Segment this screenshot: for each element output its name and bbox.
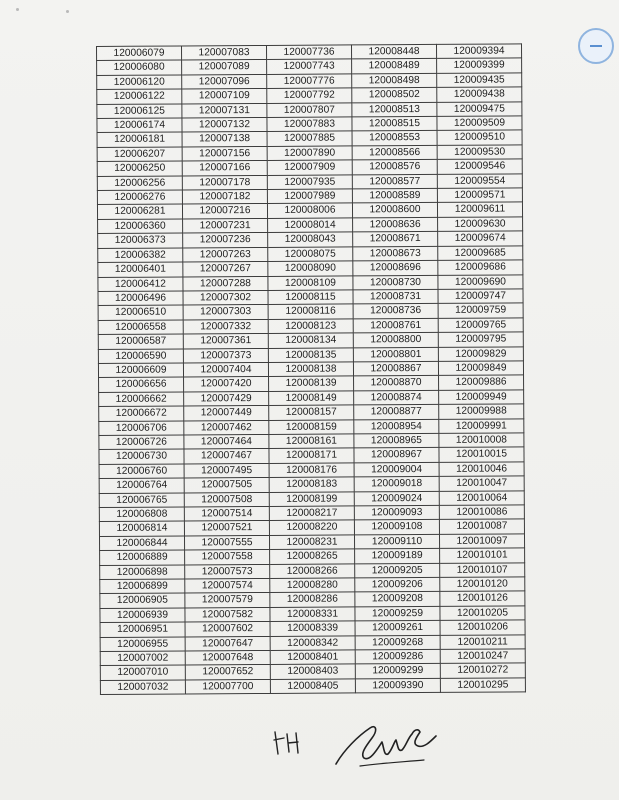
- id-cell: 120007885: [267, 131, 352, 146]
- id-cell: 120008339: [270, 621, 355, 636]
- id-cell: 120007010: [100, 665, 185, 680]
- id-cell: 120009259: [355, 606, 440, 621]
- id-cell: 120008220: [269, 520, 354, 535]
- id-cell: 120009546: [437, 159, 522, 174]
- id-cell: 120010107: [440, 563, 525, 578]
- id-cell: 120006412: [98, 276, 183, 291]
- id-cell: 120009886: [439, 375, 524, 390]
- id-cell: 120008448: [351, 44, 436, 59]
- id-cell: 120006706: [99, 421, 184, 436]
- id-cell: 120007579: [185, 593, 270, 608]
- id-cell: 120006764: [99, 478, 184, 493]
- id-cell: 120009206: [355, 577, 440, 592]
- id-cell: 120008673: [353, 246, 438, 261]
- id-cell: 120006558: [98, 320, 183, 335]
- id-cell: 120006951: [100, 622, 185, 637]
- id-cell: 120006955: [100, 637, 185, 652]
- id-cell: 120007602: [185, 622, 270, 637]
- id-cell: 120008954: [354, 419, 439, 434]
- id-cell: 120008967: [354, 448, 439, 463]
- id-cell: 120006899: [100, 579, 185, 594]
- id-cell: 120006360: [98, 219, 183, 234]
- id-cell: 120010205: [440, 606, 525, 621]
- id-cell: 120010047: [439, 476, 524, 491]
- id-cell: 120009630: [438, 217, 523, 232]
- id-cell: 120006281: [97, 204, 182, 219]
- id-cell: 120010086: [439, 505, 524, 520]
- id-cell: 120009286: [355, 649, 440, 664]
- id-cell: 120006401: [98, 262, 183, 277]
- scan-speck: [16, 8, 19, 11]
- id-cell: 120006814: [99, 521, 184, 536]
- id-cell: 120006373: [98, 233, 183, 248]
- id-cell: 120007776: [267, 74, 352, 89]
- id-cell: 120007573: [185, 564, 270, 579]
- initials-signature: [272, 728, 306, 763]
- id-cell: 120007909: [267, 160, 352, 175]
- id-cell: 120008135: [268, 347, 353, 362]
- id-cell: 120009949: [439, 390, 524, 405]
- id-cell: 120008671: [353, 232, 438, 247]
- id-cell: 120008286: [270, 592, 355, 607]
- id-cell: 120009510: [437, 130, 522, 145]
- id-cell: 120007574: [185, 578, 270, 593]
- id-cell: 120009093: [354, 505, 439, 520]
- id-cell: 120009530: [437, 145, 522, 160]
- table-row: [100, 678, 525, 695]
- id-cell: 120009205: [355, 563, 440, 578]
- id-cell: 120007420: [184, 377, 269, 392]
- id-cell: 120007132: [182, 117, 267, 132]
- id-number-table: [96, 43, 526, 695]
- id-cell: 120006120: [97, 75, 182, 90]
- id-cell: 120007096: [182, 74, 267, 89]
- id-cell: 120009208: [355, 592, 440, 607]
- id-cell: 120008502: [352, 88, 437, 103]
- id-cell: 120008176: [269, 463, 354, 478]
- id-cell: 120007792: [267, 88, 352, 103]
- id-cell: 120008515: [352, 116, 437, 131]
- id-cell: 120010064: [439, 490, 524, 505]
- id-cell: 120007131: [182, 103, 267, 118]
- id-cell: 120008801: [353, 347, 438, 362]
- id-cell: 120009611: [437, 202, 522, 217]
- id-cell: 120008123: [268, 319, 353, 334]
- id-cell: 120008553: [352, 131, 437, 146]
- id-cell: 120008217: [269, 506, 354, 521]
- id-cell: 120008513: [352, 102, 437, 117]
- id-cell: 120006662: [99, 392, 184, 407]
- id-cell: 120009674: [438, 231, 523, 246]
- id-cell: 120010101: [440, 548, 525, 563]
- id-cell: 120007263: [183, 247, 268, 262]
- id-cell: 120008199: [269, 492, 354, 507]
- id-cell: 120009004: [354, 462, 439, 477]
- id-cell: 120010211: [440, 635, 525, 650]
- id-cell: 120008730: [353, 275, 438, 290]
- id-cell: 120009571: [437, 188, 522, 203]
- id-cell: 120007647: [185, 636, 270, 651]
- id-cell: 120009765: [438, 318, 523, 333]
- id-cell: 120009394: [436, 44, 521, 59]
- id-cell: 120007555: [184, 535, 269, 550]
- id-cell: 120007182: [182, 190, 267, 205]
- id-cell: 120006079: [97, 46, 182, 61]
- id-cell: 120009261: [355, 621, 440, 636]
- id-cell: 120008149: [269, 391, 354, 406]
- id-cell: 120009849: [438, 361, 523, 376]
- id-cell: 120008589: [352, 188, 437, 203]
- id-cell: 120009690: [438, 274, 523, 289]
- id-cell: 120010206: [440, 620, 525, 635]
- id-cell: 120008006: [267, 203, 352, 218]
- id-cell: 120009795: [438, 332, 523, 347]
- id-cell: 120008171: [269, 448, 354, 463]
- id-cell: 120008800: [353, 333, 438, 348]
- id-cell: 120007138: [182, 132, 267, 147]
- id-cell: 120008183: [269, 477, 354, 492]
- id-cell: 120007002: [100, 651, 185, 666]
- id-cell: 120006382: [98, 248, 183, 263]
- id-cell: 120008231: [269, 535, 354, 550]
- id-cell: 120008138: [268, 362, 353, 377]
- id-cell: 120009399: [437, 58, 522, 73]
- id-cell: 120007109: [182, 89, 267, 104]
- id-cell: 120009189: [355, 549, 440, 564]
- id-cell: 120006889: [100, 550, 185, 565]
- id-cell: 120007989: [267, 189, 352, 204]
- id-cell: 120008696: [353, 261, 438, 276]
- id-cell: 120009685: [438, 246, 523, 261]
- id-cell: 120006590: [98, 349, 183, 364]
- id-cell: 120008075: [268, 247, 353, 262]
- id-cell: 120008736: [353, 304, 438, 319]
- id-cell: 120006256: [97, 176, 182, 191]
- id-cell: 120007332: [183, 319, 268, 334]
- id-cell: 120008139: [269, 376, 354, 391]
- id-cell: 120008870: [354, 376, 439, 391]
- id-cell: 120006181: [97, 132, 182, 147]
- id-cell: 120007883: [267, 117, 352, 132]
- id-cell: 120006496: [98, 291, 183, 306]
- id-cell: 120009475: [437, 102, 522, 117]
- id-cell: 120008405: [270, 679, 355, 694]
- id-cell: 120008159: [269, 419, 354, 434]
- id-cell: 120008280: [270, 578, 355, 593]
- id-cell: 120008401: [270, 650, 355, 665]
- id-cell: 120008403: [270, 664, 355, 679]
- id-cell: 120007429: [184, 391, 269, 406]
- id-cell: 120008090: [268, 261, 353, 276]
- id-cell: 120006609: [98, 363, 183, 378]
- id-cell: 120007582: [185, 607, 270, 622]
- id-cell: 120009759: [438, 303, 523, 318]
- id-cell: 120007303: [183, 305, 268, 320]
- id-cell: 120006207: [97, 147, 182, 162]
- id-cell: 120007736: [266, 45, 351, 60]
- id-cell: 120007505: [184, 478, 269, 493]
- id-cell: 120006174: [97, 118, 182, 133]
- id-cell: 120009268: [355, 635, 440, 650]
- id-cell: 120008636: [353, 217, 438, 232]
- id-cell: 120006844: [99, 536, 184, 551]
- id-cell: 120008043: [268, 232, 353, 247]
- id-cell: 120006898: [100, 565, 185, 580]
- id-cell: 120006587: [98, 334, 183, 349]
- id-cell: 120008342: [270, 636, 355, 651]
- id-cell: 120010046: [439, 462, 524, 477]
- zoom-out-button[interactable]: [578, 28, 614, 64]
- id-cell: 120008115: [268, 290, 353, 305]
- id-cell: 120010126: [440, 591, 525, 606]
- id-cell: 120010272: [440, 663, 525, 678]
- id-cell: 120007508: [184, 492, 269, 507]
- id-cell: 120006808: [99, 507, 184, 522]
- id-cell: 120007514: [184, 506, 269, 521]
- id-cell: 120007178: [182, 175, 267, 190]
- id-cell: 120010015: [439, 447, 524, 462]
- id-cell: 120007216: [182, 204, 267, 219]
- id-cell: 120008498: [352, 73, 437, 88]
- id-cell: 120006726: [99, 435, 184, 450]
- id-cell: 120007890: [267, 146, 352, 161]
- id-cell: 120009509: [437, 116, 522, 131]
- id-cell: 120009110: [354, 534, 439, 549]
- id-cell: 120008161: [269, 434, 354, 449]
- id-cell: 120007935: [267, 175, 352, 190]
- id-cell: 120006276: [97, 190, 182, 205]
- id-cell: 120007267: [183, 262, 268, 277]
- id-cell: 120008731: [353, 289, 438, 304]
- id-cell: 120010097: [439, 534, 524, 549]
- id-cell: 120009435: [437, 73, 522, 88]
- id-cell: 120007462: [184, 420, 269, 435]
- id-cell: 120010295: [440, 678, 525, 693]
- id-cell: 120006730: [99, 449, 184, 464]
- id-cell: 120008266: [270, 564, 355, 579]
- id-cell: 120006510: [98, 305, 183, 320]
- id-cell: 120007648: [185, 651, 270, 666]
- id-cell: 120007449: [184, 406, 269, 421]
- id-cell: 120009988: [439, 404, 524, 419]
- id-cell: 120007495: [184, 463, 269, 478]
- id-cell: 120009991: [439, 418, 524, 433]
- id-cell: 120008109: [268, 275, 353, 290]
- id-cell: 120008134: [268, 333, 353, 348]
- id-cell: 120007089: [182, 60, 267, 75]
- id-cell: 120007807: [267, 103, 352, 118]
- scan-speck: [66, 10, 69, 13]
- id-cell: 120007166: [182, 161, 267, 176]
- id-cell: 120008867: [353, 361, 438, 376]
- id-cell: 120008157: [269, 405, 354, 420]
- id-cell: 120008877: [354, 405, 439, 420]
- id-cell: 120008965: [354, 433, 439, 448]
- id-cell: 120008116: [268, 304, 353, 319]
- id-cell: 120006656: [99, 377, 184, 392]
- id-cell: 120007652: [185, 665, 270, 680]
- id-cell: 120007083: [182, 45, 267, 60]
- id-cell: 120006905: [100, 593, 185, 608]
- handwritten-signature: [332, 708, 442, 779]
- id-cell: 120007361: [183, 334, 268, 349]
- id-cell: 120008874: [354, 390, 439, 405]
- id-cell: 120009438: [437, 87, 522, 102]
- id-cell: 120009747: [438, 289, 523, 304]
- id-cell: 120006760: [99, 464, 184, 479]
- id-cell: 120008331: [270, 607, 355, 622]
- id-cell: 120008489: [352, 59, 437, 74]
- id-cell: 120010008: [439, 433, 524, 448]
- id-cell: 120009018: [354, 477, 439, 492]
- id-cell: 120008566: [352, 145, 437, 160]
- id-cell: 120007231: [183, 218, 268, 233]
- id-cell: 120006125: [97, 104, 182, 119]
- id-cell: 120009299: [355, 664, 440, 679]
- id-cell: 120007302: [183, 290, 268, 305]
- id-cell: 120006765: [99, 493, 184, 508]
- id-cell: 120008600: [352, 203, 437, 218]
- id-cell: 120008014: [268, 218, 353, 233]
- id-cell: 120009024: [354, 491, 439, 506]
- id-cell: 120009108: [354, 520, 439, 535]
- id-cell: 120007156: [182, 146, 267, 161]
- id-cell: 120007700: [185, 679, 270, 694]
- id-cell: 120006080: [97, 60, 182, 75]
- minus-icon: [590, 45, 602, 47]
- id-cell: 120009390: [355, 678, 440, 693]
- id-cell: 120010087: [439, 519, 524, 534]
- id-cell: 120006122: [97, 89, 182, 104]
- id-cell: 120010247: [440, 649, 525, 664]
- id-cell: 120008265: [270, 549, 355, 564]
- id-cell: 120009554: [437, 174, 522, 189]
- id-cell: 120007373: [183, 348, 268, 363]
- id-cell: 120007032: [100, 680, 185, 695]
- id-table-body: [97, 44, 526, 695]
- id-cell: 120008576: [352, 160, 437, 175]
- id-cell: 120008577: [352, 174, 437, 189]
- id-cell: 120006250: [97, 161, 182, 176]
- id-cell: 120010120: [440, 577, 525, 592]
- id-cell: 120007236: [183, 233, 268, 248]
- id-cell: 120007467: [184, 449, 269, 464]
- id-cell: 120007521: [184, 521, 269, 536]
- id-cell: 120007404: [183, 362, 268, 377]
- id-cell: 120006939: [100, 608, 185, 623]
- id-cell: 120008761: [353, 318, 438, 333]
- id-cell: 120007743: [267, 59, 352, 74]
- id-cell: 120007288: [183, 276, 268, 291]
- id-cell: 120006672: [99, 406, 184, 421]
- id-cell: 120007464: [184, 434, 269, 449]
- id-cell: 120007558: [185, 550, 270, 565]
- id-cell: 120009686: [438, 260, 523, 275]
- id-cell: 120009829: [438, 346, 523, 361]
